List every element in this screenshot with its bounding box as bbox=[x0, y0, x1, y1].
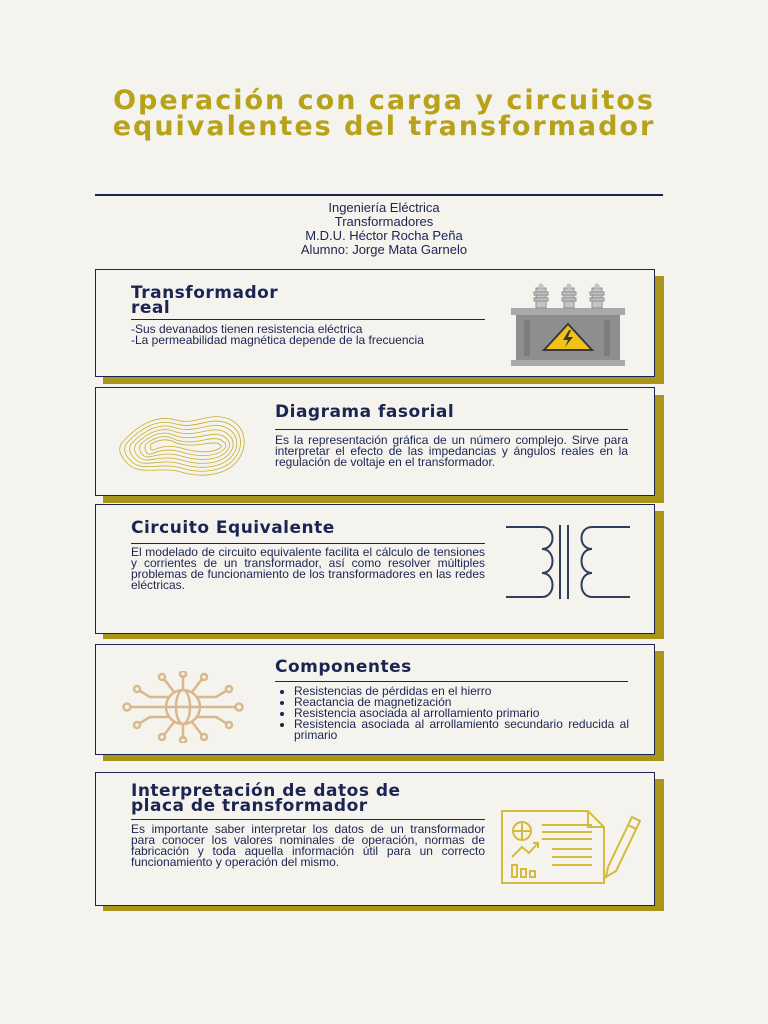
heading-line-1: Interpretación de datos de bbox=[131, 781, 401, 801]
heading-rule bbox=[131, 319, 485, 320]
topic-line: Transformadores bbox=[334, 214, 434, 229]
heading-line-2: placa de transformador bbox=[131, 796, 368, 816]
list-item: • Resistencia asociada al arrollamiento secundario reducida al primario bbox=[294, 719, 629, 741]
transformer-icon bbox=[508, 282, 626, 368]
card-datos-placa bbox=[95, 772, 655, 906]
card-heading bbox=[131, 781, 401, 816]
text-line: -La permeabilidad magnética depende de la frecuencia bbox=[131, 333, 424, 347]
card-text: Es la representación gráfica de un número complejo. Sirve para interpretar el efecto de las impedancias y ángulos reales en la regulación de voltaje en el transformador. bbox=[275, 433, 628, 469]
network-globe-icon bbox=[122, 671, 244, 743]
heading-line-1: Transformador bbox=[131, 283, 279, 303]
list-item: • Resistencias de pérdidas en el hierro bbox=[294, 686, 629, 697]
teacher-line: M.D.U. Héctor Rocha Peña bbox=[305, 228, 463, 243]
heading-line-2: real bbox=[131, 298, 171, 318]
card-text: El modelado de circuito equivalente facilita el cálculo de tensiones y corrientes de un transformador, así como resolver múltiples problemas de funcionamiento de los transformadores en las redes eléctricas. bbox=[131, 545, 485, 592]
card-transformador-real bbox=[95, 269, 655, 377]
heading-rule bbox=[131, 819, 485, 820]
heading-rule bbox=[275, 429, 628, 430]
card-heading: Circuito Equivalente bbox=[131, 518, 335, 538]
coil-icon bbox=[506, 525, 630, 599]
title-divider bbox=[95, 194, 663, 196]
card-heading: Diagrama fasorial bbox=[275, 402, 455, 422]
component-list bbox=[276, 686, 629, 741]
list-item: • Reactancia de magnetización bbox=[294, 697, 629, 708]
student-line: Alumno: Jorge Mata Garnelo bbox=[300, 242, 468, 257]
course-info bbox=[100, 201, 668, 257]
heading-rule bbox=[131, 543, 485, 544]
card-diagrama-fasorial bbox=[95, 387, 655, 496]
heading-rule bbox=[275, 681, 628, 682]
card-text: Es importante saber interpretar los datos de un transformador para conocer los valores nominales de operación, normas de fabricación y toda aquella información útil para un correcto funcionamiento y operación del mismo. bbox=[131, 822, 485, 869]
wave-lines-icon bbox=[116, 406, 251, 484]
page-title: Operación con carga y circuitos equivalentes del transformador bbox=[112, 85, 656, 142]
card-heading: Componentes bbox=[275, 657, 412, 677]
card-heading bbox=[131, 283, 279, 318]
list-item: • Resistencia asociada al arrollamiento primario bbox=[294, 708, 629, 719]
text-line: -Sus devanados tienen resistencia eléctrica bbox=[131, 322, 363, 336]
card-text bbox=[131, 324, 485, 346]
card-circuito-equivalente bbox=[95, 504, 655, 634]
card-componentes bbox=[95, 644, 655, 755]
document-chart-icon bbox=[500, 809, 642, 885]
subject-line: Ingeniería Eléctrica bbox=[328, 200, 440, 215]
